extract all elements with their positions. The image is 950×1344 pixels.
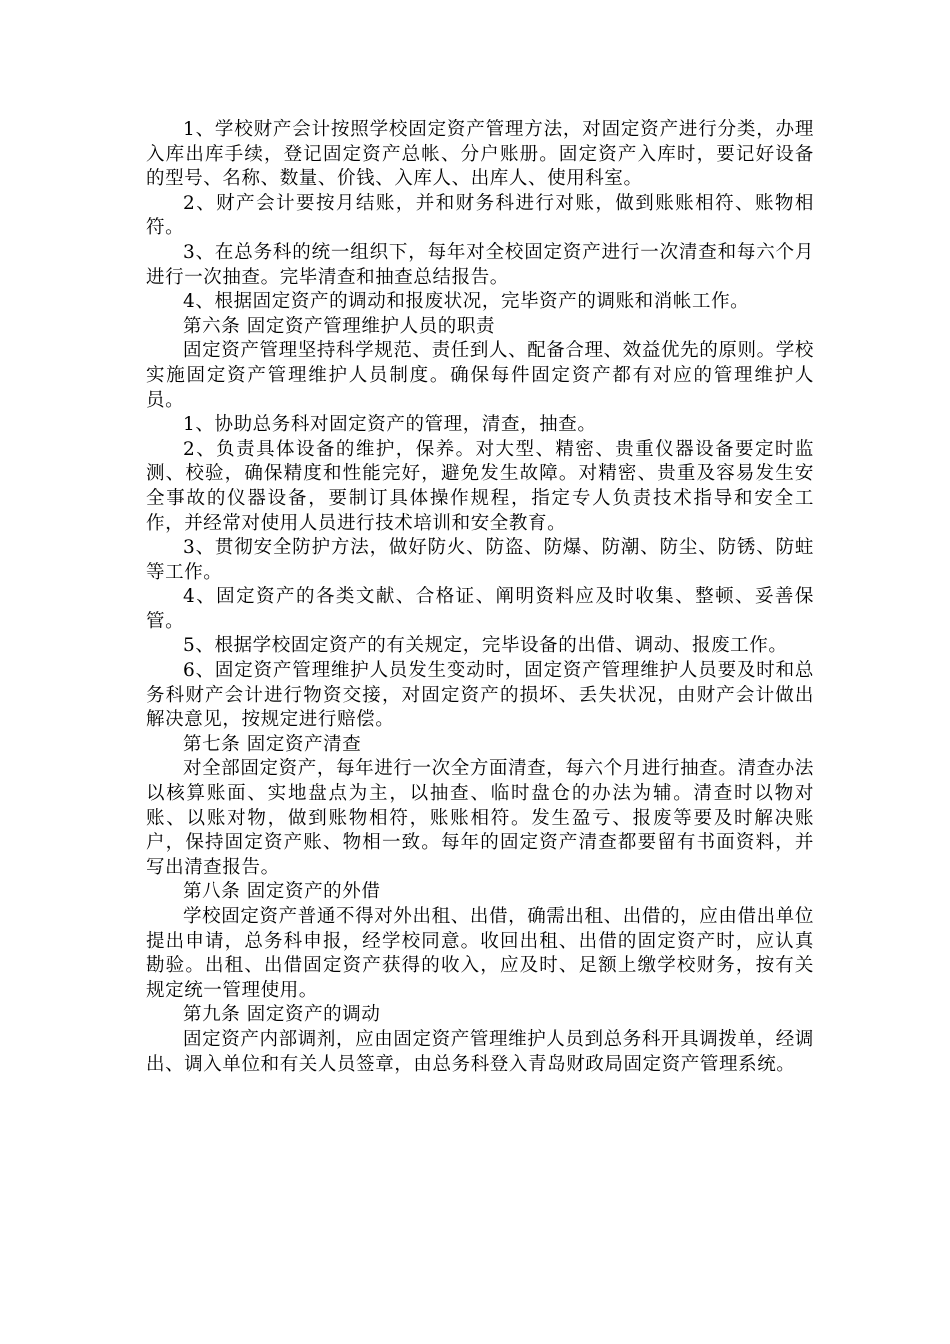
article-6-intro: 固定资产管理坚持科学规范、责任到人、配备合理、效益优先的原则。学校实施固定资产管理维护人员制度。确保每件固定资产都有对应的管理维护人员。: [146, 340, 814, 411]
article-9-heading: 第九条 固定资产的调动: [183, 1004, 381, 1026]
article-6-item-3: 3、贯彻安全防护方法，做好防火、防盗、防爆、防潮、防尘、防锈、防蛀等工作。: [146, 537, 814, 583]
article-6-item-1: 1、协助总务科对固定资产的管理，清查，抽查。: [183, 414, 597, 436]
clause-item-2: 2、财产会计要按月结账，并和财务科进行对账，做到账账相符、账物相符。: [146, 192, 814, 239]
article-9-body: 固定资产内部调剂，应由固定资产管理维护人员到总务科开具调拨单，经调出、调入单位和有关人员签章，由总务科登入青岛财政局固定资产管理系统。: [146, 1028, 814, 1075]
clause-item-1: 1、学校财产会计按照学校固定资产管理方法，对固定资产进行分类，办理入库出库手续，登记固定资产总帐、分户账册。固定资产入库时，要记好设备的型号、名称、数量、价钱、入库人、出库人、使用科室。: [146, 119, 814, 190]
clause-item-4: 4、根据固定资产的调动和报废状况，完毕资产的调账和消帐工作。: [183, 291, 750, 313]
clause-item-3: 3、在总务科的统一组织下，每年对全校固定资产进行一次清查和每六个月进行一次抽查。完毕清查和抽查总结报告。: [146, 241, 814, 288]
article-7-heading: 第七条 固定资产清查: [183, 733, 362, 755]
article-6-item-4: 4、固定资产的各类文献、合格证、阐明资料应及时收集、整顿、妥善保管。: [146, 586, 814, 632]
article-8-body: 学校固定资产普通不得对外出租、出借，确需出租、出借的，应由借出单位提出申请，总务科申报，经学校同意。收回出租、出借的固定资产时，应认真勘验。出租、出借固定资产获得的收入，应及时、足额上缴学校财务，按有关规定统一管理使用。: [146, 906, 814, 1001]
article-6-item-2: 2、负责具体设备的维护，保养。对大型、精密、贵重仪器设备要定时监测、校验，确保精度和性能完好，避免发生故障。对精密、贵重及容易发生安全事故的仪器设备，要制订具体操作规程，指定专人负责技术指导和安全工作，并经常对使用人员进行技术培训和安全教育。: [146, 438, 814, 534]
article-8-heading: 第八条 固定资产的外借: [183, 881, 381, 903]
document-body: [146, 118, 814, 1077]
article-7-body: 对全部固定资产，每年进行一次全方面清查，每六个月进行抽查。清查办法以核算账面、实地盘点为主，以抽查、临时盘仓的办法为辅。清查时以物对账、以账对物，做到账物相符，账账相符。发生盈亏、报废等要及时解决账户，保持固定资产账、物相一致。每年的固定资产清查都要留有书面资料，并写出清查报告。: [146, 758, 814, 878]
article-6-item-6: 6、固定资产管理维护人员发生变动时，固定资产管理维护人员要及时和总务科财产会计进行物资交接，对固定资产的损坏、丢失状况，由财产会计做出解决意见，按规定进行赔偿。: [146, 660, 814, 731]
article-6-item-5: 5、根据学校固定资产的有关规定，完毕设备的出借、调动、报废工作。: [183, 635, 788, 657]
article-6-heading: 第六条 固定资产管理维护人员的职责: [183, 315, 496, 337]
